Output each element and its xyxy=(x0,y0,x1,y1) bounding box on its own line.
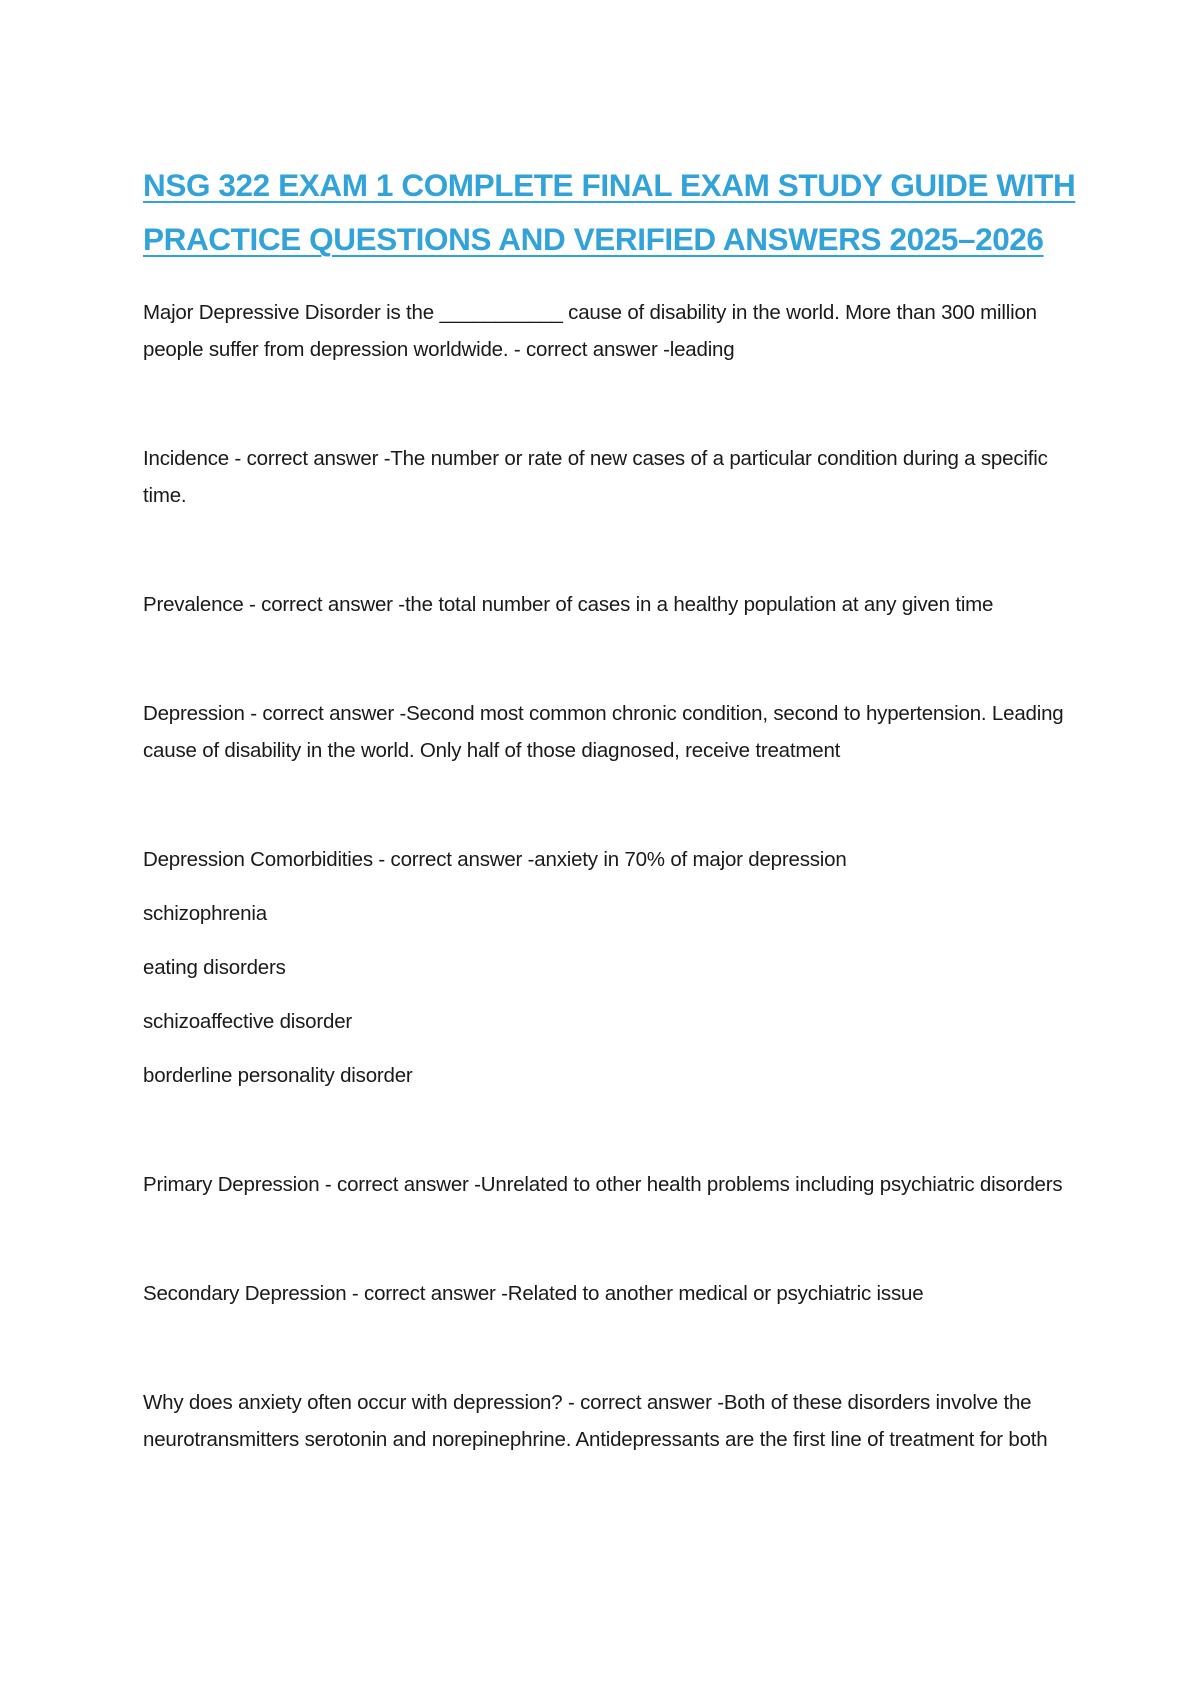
spacer xyxy=(143,1094,1073,1166)
entry-separator: - correct answer - xyxy=(228,447,391,470)
flashcard-entry xyxy=(143,586,1073,623)
entry-term: Depression Comorbidities xyxy=(143,848,373,871)
entry-separator: - correct answer - xyxy=(346,1282,508,1305)
comorbidity-list-item: schizoaffective disorder xyxy=(143,1010,353,1033)
entry-separator: - correct answer - xyxy=(372,848,535,871)
entry-term: Primary Depression xyxy=(143,1173,320,1196)
entry-term: Major Depressive Disorder is the ___________ cause of disability in the world. More than 300 million people suffer from depression worldwide. xyxy=(143,301,1037,361)
flashcard-entry xyxy=(143,1275,1073,1312)
flashcard-entry xyxy=(143,1166,1073,1203)
entry-term: Secondary Depression xyxy=(143,1282,347,1305)
entry-term: Incidence xyxy=(143,447,229,470)
entry-term: Prevalence xyxy=(143,593,244,616)
document-content xyxy=(143,158,1076,1458)
spacer xyxy=(143,514,1073,586)
flashcard-entry xyxy=(143,841,1073,878)
comorbidity-list-item: borderline personality disorder xyxy=(143,1064,413,1087)
spacer xyxy=(143,1203,1073,1275)
title-line: NSG 322 EXAM 1 COMPLETE FINAL EXAM STUDY GUIDE WITH xyxy=(143,167,1076,203)
flashcard-entry xyxy=(143,1384,1073,1458)
entry-separator: - correct answer - xyxy=(243,593,405,616)
entry-answer: the total number of cases in a healthy population at any given time xyxy=(404,593,994,616)
flashcard-entry xyxy=(143,440,1073,514)
flashcard-entry xyxy=(143,695,1073,769)
entry-answer: Unrelated to other health problems including psychiatric disorders xyxy=(480,1173,1063,1196)
entry-answer: The number or rate of new cases of a particular condition during a specific time. xyxy=(143,447,1048,507)
spacer xyxy=(143,368,1073,440)
comorbidity-list-item: eating disorders xyxy=(143,956,286,979)
comorbidity-list-item: schizophrenia xyxy=(143,902,267,925)
entry-answer: anxiety in 70% of major depression xyxy=(534,848,847,871)
entry-answer: Both of these disorders involve the neurotransmitters serotonin and norepinephrine. Antidepressants are the first line of treatment for both xyxy=(143,1391,1048,1451)
entry-term: Depression xyxy=(143,702,245,725)
document-title xyxy=(143,158,1076,266)
spacer xyxy=(143,769,1073,841)
entry-answer: Related to another medical or psychiatric issue xyxy=(507,1282,924,1305)
entry-separator: - correct answer - xyxy=(508,338,670,361)
spacer xyxy=(143,1312,1073,1384)
entry-separator: - correct answer - xyxy=(319,1173,481,1196)
title-line: PRACTICE QUESTIONS AND VERIFIED ANSWERS 2025–2026 xyxy=(143,221,1044,257)
entry-term: Why does anxiety often occur with depression? xyxy=(143,1391,563,1414)
entry-separator: - correct answer - xyxy=(562,1391,724,1414)
entry-separator: - correct answer - xyxy=(244,702,407,725)
flashcard-entry xyxy=(143,294,1073,368)
entry-answer: Second most common chronic condition, second to hypertension. Leading cause of disability in the world. Only half of those diagnosed, receive treatment xyxy=(143,702,1064,762)
entry-answer: leading xyxy=(669,338,735,361)
spacer xyxy=(143,623,1073,695)
